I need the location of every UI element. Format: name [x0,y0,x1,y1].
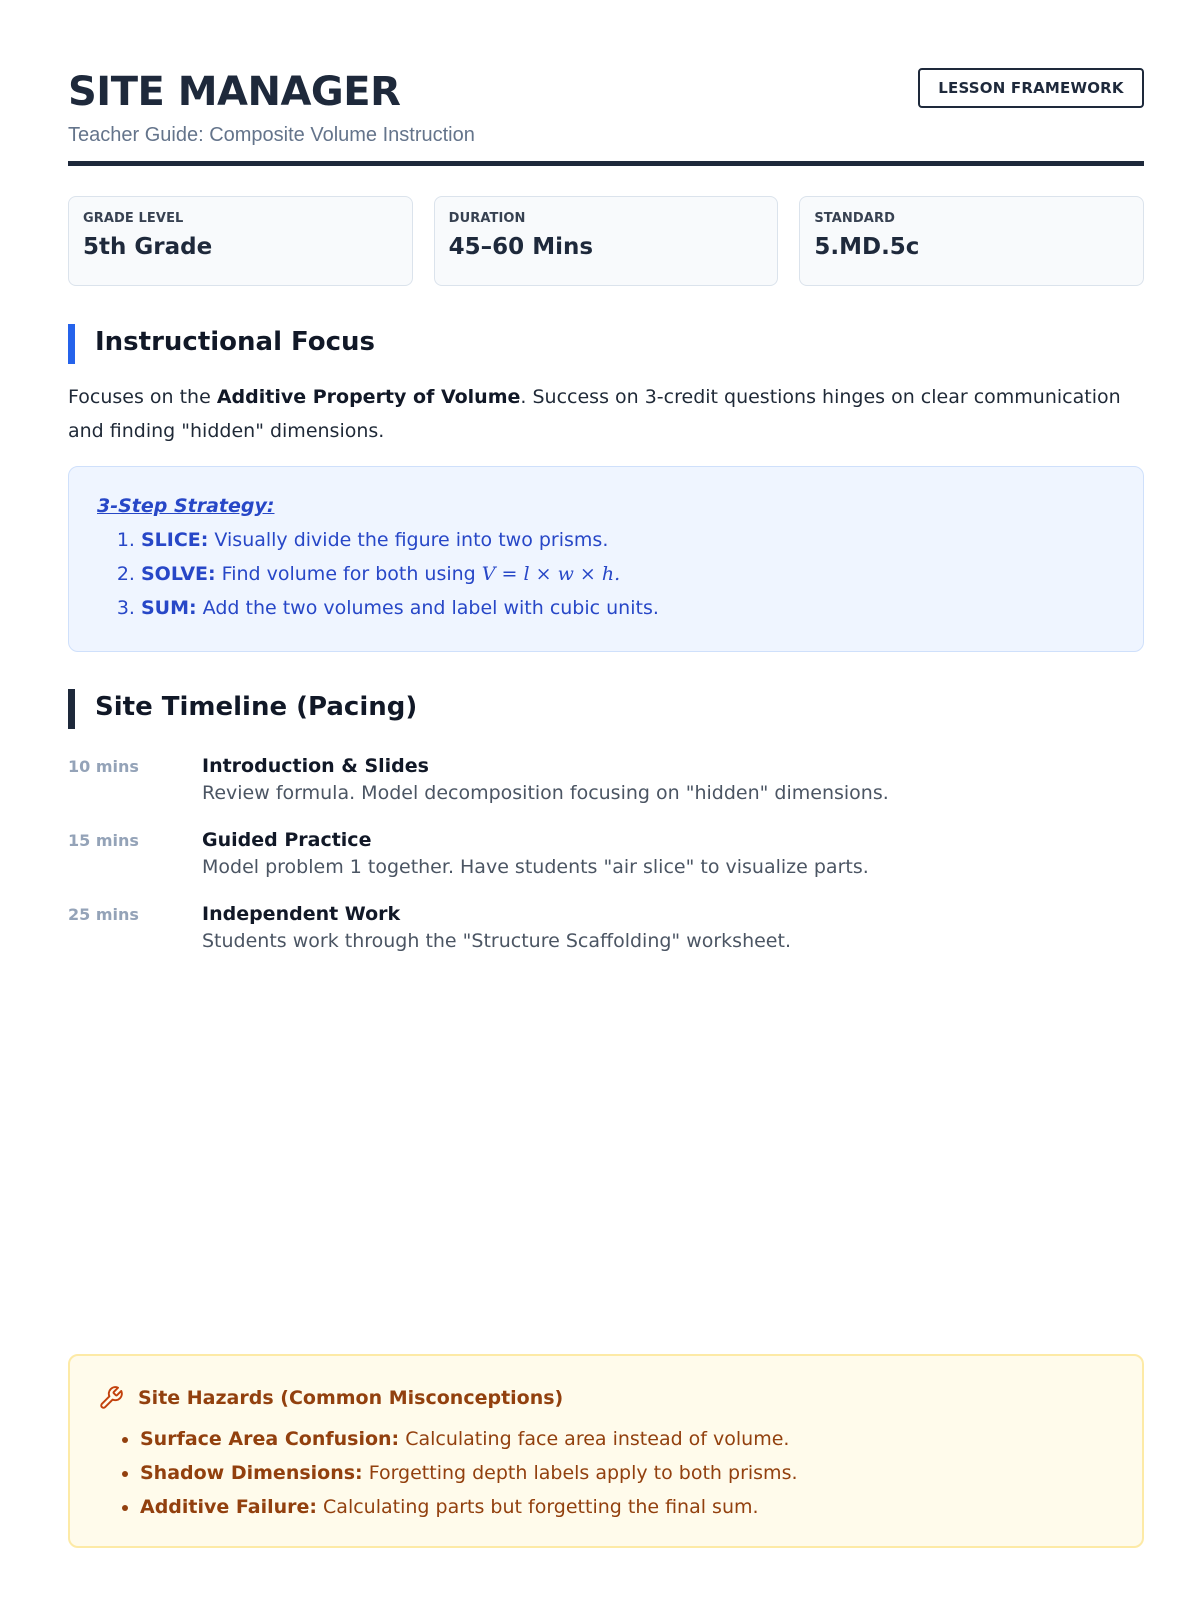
section-title: Site Timeline (Pacing) [95,692,418,722]
page-header [68,62,1144,166]
hazard-text: Forgetting depth labels apply to both prisms. [362,1462,798,1484]
timeline-desc: Model problem 1 together. Have students "air slice" to visualize parts. [202,856,869,878]
card-label: DURATION [448,211,526,226]
step-keyword: SOLVE: [141,563,216,585]
section-accent-bar [68,324,75,364]
timeline-time: 10 mins [68,757,139,776]
step-text: Visually divide the figure into two prisms. [208,529,609,551]
strategy-title: 3-Step Strategy: [97,495,275,517]
hazards-title: Site Hazards (Common Misconceptions) [138,1387,564,1409]
focus-paragraph [68,380,1144,448]
timeline-desc: Students work through the "Structure Scaffolding" worksheet. [202,930,791,952]
step-text: Add the two volumes and label with cubic units. [196,597,659,619]
timeline-row [68,755,1144,815]
strategy-box [68,466,1144,652]
step-keyword: SLICE: [141,529,209,551]
card-value: 5.MD.5c [814,234,920,260]
grade-level-card [68,196,413,286]
section-accent-bar [68,689,75,729]
header-divider [68,161,1144,166]
card-label: STANDARD [814,211,895,226]
page [68,0,1144,1600]
hazards-header [98,1384,1114,1412]
hazard-name: Shadow Dimensions: [140,1462,363,1484]
info-cards [68,196,1144,286]
wrench-icon [98,1385,124,1411]
lesson-framework-button[interactable]: LESSON FRAMEWORK [918,68,1144,108]
strategy-step [141,523,1115,557]
timeline-row [68,903,1144,963]
focus-text-before: Focuses on the [68,386,217,408]
timeline-time: 15 mins [68,831,139,850]
hazard-text: Calculating face area instead of volume. [399,1428,790,1450]
card-label: GRADE LEVEL [83,211,184,226]
volume-formula: V = l × w × h. [481,563,621,585]
timeline-title: Guided Practice [202,829,372,851]
section-title: Instructional Focus [95,327,376,357]
focus-text-after: . Success on 3-credit questions hinges on clear communication and finding "hidden" dimensions. [68,386,1121,442]
hazard-item [140,1422,1114,1456]
timeline-title: Independent Work [202,903,401,925]
hazard-name: Surface Area Confusion: [140,1428,400,1450]
site-hazards-box [68,1354,1144,1548]
page-title: SITE MANAGER [68,69,401,115]
timeline-row [68,829,1144,889]
hazard-text: Calculating parts but forgetting the final sum. [317,1496,759,1518]
hazard-name: Additive Failure: [140,1496,317,1518]
timeline-title: Introduction & Slides [202,755,429,777]
hazard-item [140,1456,1114,1490]
standard-card [799,196,1144,286]
page-subtitle: Teacher Guide: Composite Volume Instruction [68,124,475,146]
strategy-steps [97,523,1115,625]
duration-card [434,196,779,286]
step-text: Find volume for both using [215,563,482,585]
hazards-list [98,1422,1114,1524]
strategy-step [141,557,1115,591]
step-keyword: SUM: [141,597,197,619]
hazard-item [140,1490,1114,1524]
timeline-time: 25 mins [68,905,139,924]
focus-text-bold: Additive Property of Volume [216,386,521,408]
strategy-step [141,591,1115,625]
card-value: 45–60 Mins [448,234,594,260]
timeline-desc: Review formula. Model decomposition focusing on "hidden" dimensions. [202,782,889,804]
card-value: 5th Grade [83,234,213,260]
